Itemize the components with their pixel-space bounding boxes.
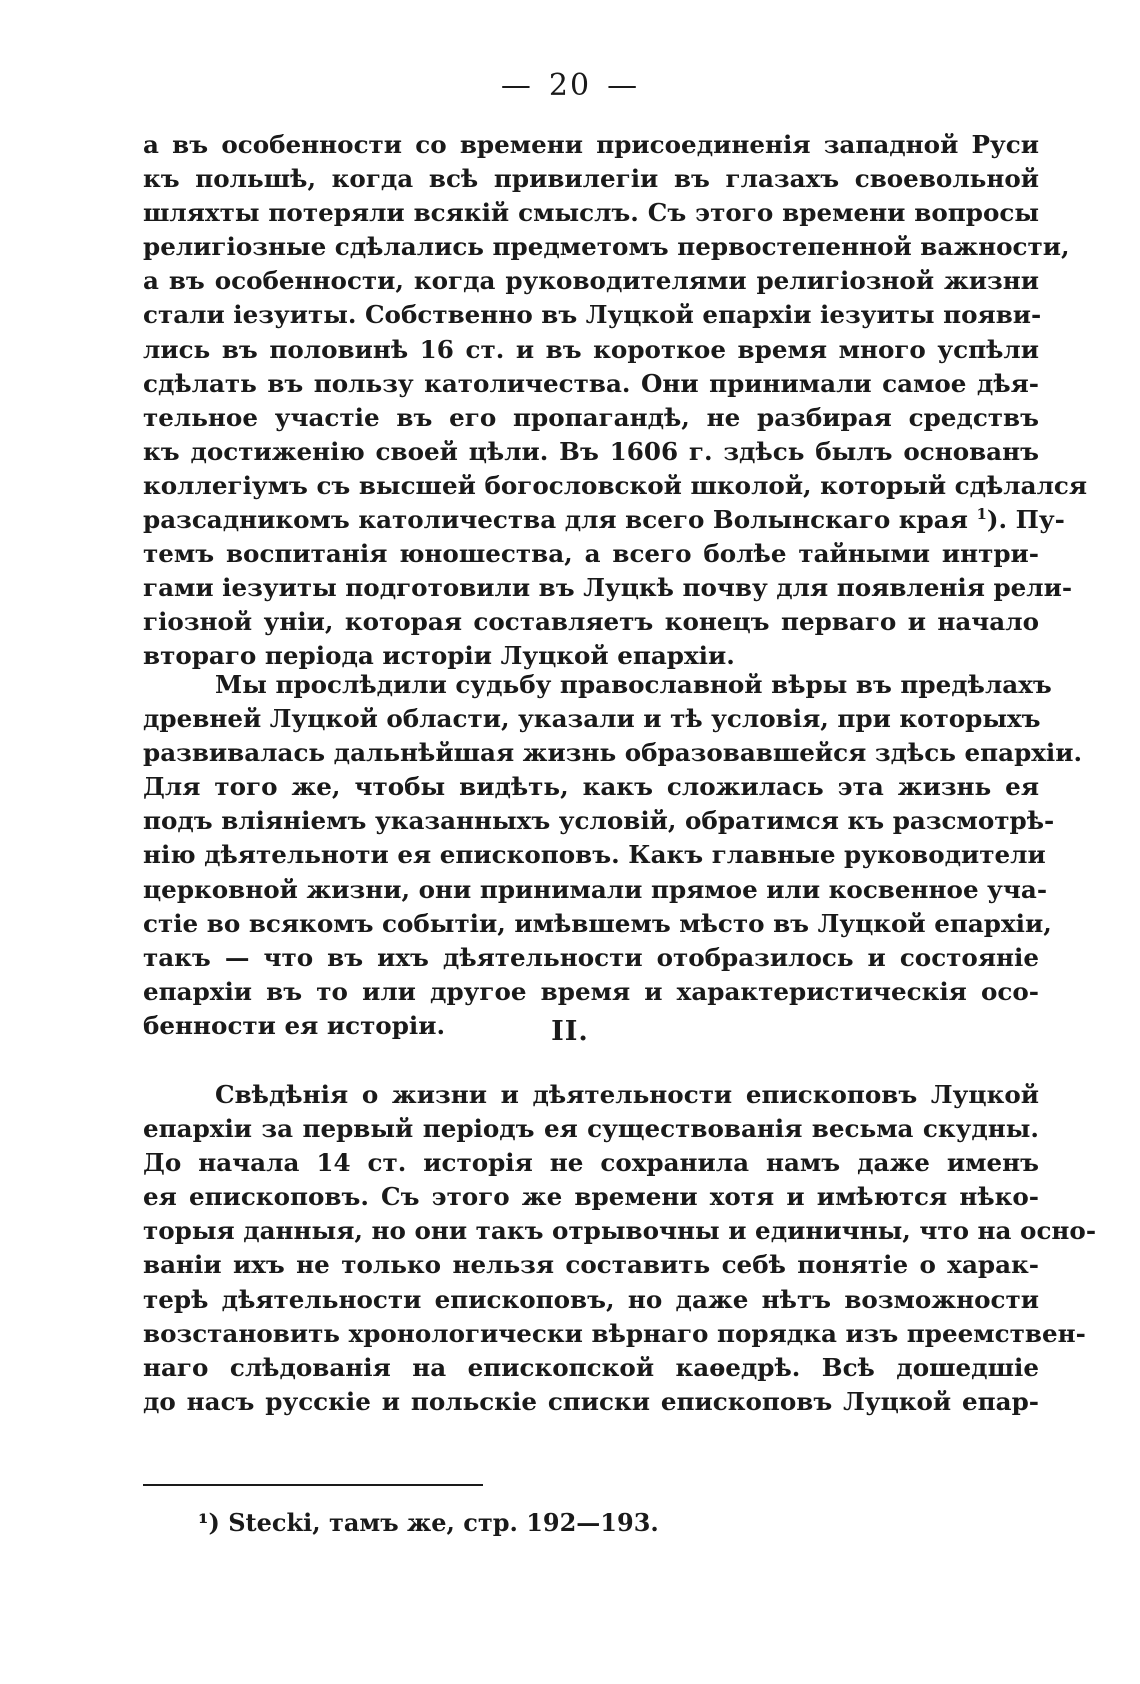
text-line: терѣ дѣятельности епископовъ, но даже нѣтъ возможности (143, 1284, 1039, 1314)
text-line: ваніи ихъ не только нельзя составить себѣ понятіе о харак- (143, 1250, 1039, 1280)
text-line: коллегіумъ съ высшей богословской школой, который сдѣлался (143, 470, 1088, 500)
text-line: древней Луцкой области, указали и тѣ условія, при которыхъ (143, 704, 1041, 734)
paragraph-1 (143, 128, 1088, 674)
page-number-dash-left: — (500, 68, 533, 103)
text-line: епархіи въ то или другое время и характеристическія осо- (143, 976, 1039, 1006)
text-line: тельное участіе въ его пропагандѣ, не разбирая средствъ (143, 402, 1039, 432)
text-line: до насъ русскіе и польскіе списки епископовъ Луцкой епар- (143, 1386, 1039, 1416)
text-line: бенности ея исторіи. (143, 1010, 446, 1040)
text-line: церковной жизни, они принимали прямое или косвенное уча- (143, 874, 1048, 904)
text-line: торыя данныя, но они такъ отрывочны и единичны, что на осно- (143, 1216, 1097, 1246)
text-line: сдѣлать въ пользу католичества. Они принимали самое дѣя- (143, 368, 1039, 398)
text-line: а въ особенности со времени присоединенія западной Руси (143, 130, 1039, 159)
text-line: стіе во всякомъ событіи, имѣвшемъ мѣсто въ Луцкой епархіи, (143, 908, 1052, 938)
page-number (0, 68, 1140, 103)
page-number-value: 20 (548, 68, 592, 103)
text-line: къ польшѣ, когда всѣ привилегіи въ глазахъ своевольной (143, 164, 1039, 194)
text-line: такъ — что въ ихъ дѣятельности отобразилось и состояніе (143, 942, 1039, 972)
text-line-start: разсадникомъ католичества для всего Волынскаго края (143, 505, 968, 535)
footnote-reference: 1 (976, 505, 987, 524)
text-line: развивалась дальнѣйшая жизнь образовавшейся здѣсь епархіи. (143, 738, 1083, 768)
text-line: а въ особенности, когда руководителями религіозной жизни (143, 266, 1039, 296)
text-line-with-footnote (143, 503, 1065, 537)
text-line: ея епископовъ. Съ этого же времени хотя и имѣются нѣко- (143, 1182, 1039, 1212)
text-line: Мы прослѣдили судьбу православной вѣры въ предѣлахъ (215, 670, 1052, 699)
paragraph-2 (143, 668, 1083, 1043)
text-line-end: ). Пу- (986, 505, 1065, 535)
text-line: къ достиженію своей цѣли. Въ 1606 г. здѣсь былъ основанъ (143, 436, 1039, 466)
text-line: втораго періода исторіи Луцкой епархіи. (143, 641, 735, 671)
text-line: религіозные сдѣлались предметомъ первостепенной важности, (143, 232, 1070, 262)
text-line: гіозной уніи, которая составляетъ конецъ перваго и начало (143, 607, 1039, 637)
text-line: темъ воспитанія юношества, а всего болѣе тайными интри- (143, 539, 1039, 569)
text-line: лись въ половинѣ 16 ст. и въ короткое время много успѣли (143, 334, 1039, 364)
text-line: Для того же, чтобы видѣть, какъ сложилась эта жизнь ея (143, 772, 1039, 802)
text-line: наго слѣдованія на епископской каѳедрѣ. Всѣ дошедшіе (143, 1352, 1039, 1382)
text-line: подъ вліяніемъ указанныхъ условій, обратимся къ разсмотрѣ- (143, 806, 1055, 836)
text-line: епархіи за первый періодъ ея существованія весьма скудны. (143, 1114, 1039, 1144)
footnote: ¹) Stecki, тамъ же, стр. 192—193. (198, 1508, 659, 1537)
text-line: гами іезуиты подготовили въ Луцкѣ почву для появленія рели- (143, 573, 1073, 603)
text-line: Свѣдѣнія о жизни и дѣятельности епископовъ Луцкой (215, 1080, 1039, 1109)
footnote-divider (143, 1484, 483, 1486)
text-line: нію дѣятельноти ея епископовъ. Какъ главные руководители (143, 840, 1046, 870)
text-line: возстановить хронологически вѣрнаго порядка изъ преемствен- (143, 1318, 1086, 1348)
text-line: До начала 14 ст. исторія не сохранила намъ даже именъ (143, 1148, 1039, 1178)
page-number-dash-right: — (607, 68, 640, 103)
text-line: шляхты потеряли всякій смыслъ. Съ этого времени вопросы (143, 198, 1039, 228)
section-heading: II. (551, 1016, 589, 1047)
text-line: стали іезуиты. Собственно въ Луцкой епархіи іезуиты появи- (143, 300, 1042, 330)
paragraph-3 (143, 1078, 1097, 1419)
